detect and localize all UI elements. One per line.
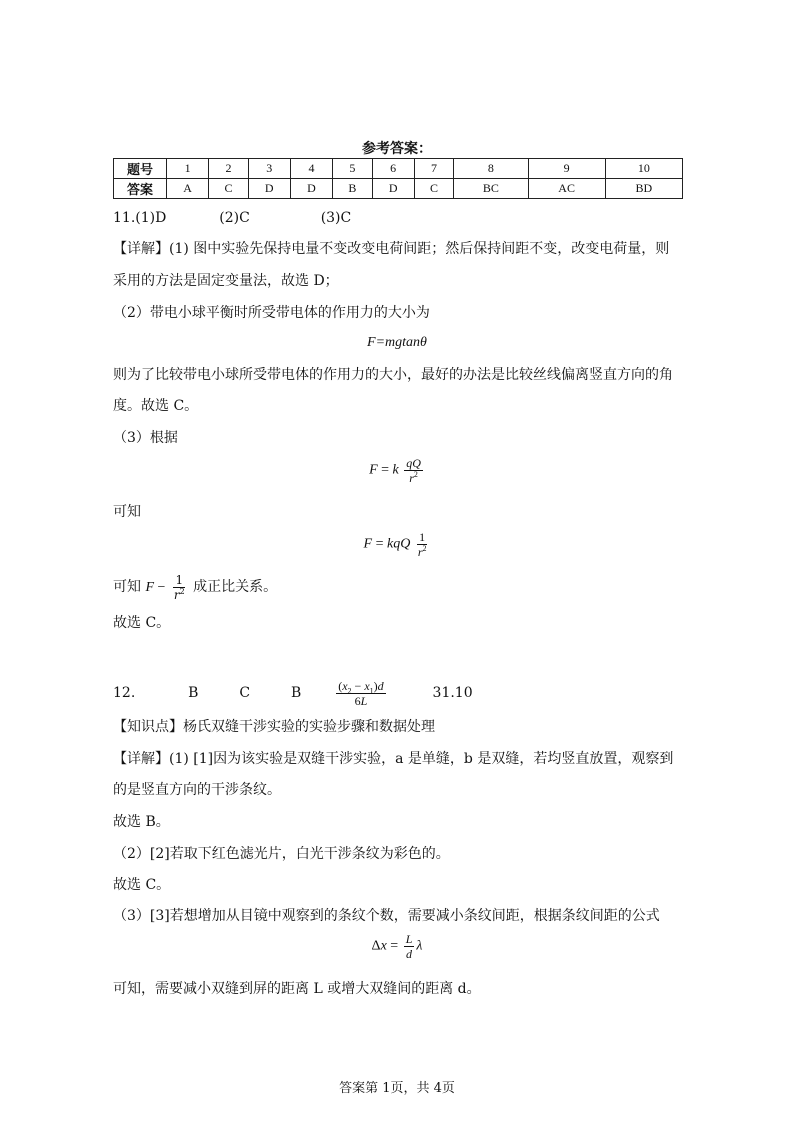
table-cell: C [209, 179, 248, 199]
q11-detail-1: 【详解】(1) 图中实验先保持电量不变改变电荷间距；然后保持间距不变，改变电荷量，则 [113, 241, 670, 257]
q12-detail-7: 可知，需要减小双缝到屏的距离 L 或增大双缝间的距离 d。 [113, 981, 481, 997]
table-cell: 1 [167, 159, 209, 179]
q11-detail-8-suffix: 成正比关系。 [193, 579, 278, 595]
q11-detail-6: （3）根据 [113, 430, 178, 446]
q11-detail-5: 度。故选 C。 [113, 398, 199, 414]
q12-formula-spacing: Δx = $\frac{L}{d}$ λ [371, 932, 423, 961]
table-cell: C [414, 179, 453, 199]
q12-detail-6: （3）[3]若想增加从目镜中观察到的条纹个数，需要减小条纹间距，根据条纹间距的公式 [113, 908, 660, 924]
q12-answer-2: C [239, 685, 251, 701]
q11-formula-2: F = k $\frac{qQ}{r^2}$ [369, 456, 421, 485]
table-cell: 3 [248, 159, 290, 179]
page-footer: 答案第 1页，共 4页 [339, 1081, 455, 1096]
q11-header [113, 209, 351, 227]
q11-detail-9: 故选 C。 [113, 615, 171, 631]
q11-detail-7: 可知 [113, 504, 141, 520]
q12-formula-answer: $\frac{(x_2 - x_1)d}{6L}$ [338, 678, 384, 708]
q12-knowledge-point: 【知识点】杨氏双缝干涉实验的实验步骤和数据处理 [113, 719, 435, 735]
table-cell: BC [454, 179, 528, 199]
table-cell: 7 [414, 159, 453, 179]
q11-detail-4: 则为了比较带电小球所受带电体的作用力的大小，最好的办法是比较丝线偏离竖直方向的角 [113, 367, 673, 383]
answer-table [113, 158, 683, 199]
table-cell: A [167, 179, 209, 199]
table-cell: 6 [372, 159, 414, 179]
q12-answer-1: B [188, 685, 199, 701]
q12-detail-5: 故选 C。 [113, 877, 171, 893]
table-cell: AC [528, 179, 605, 199]
table-cell: 9 [528, 159, 605, 179]
table-header-label: 题号 [114, 159, 167, 179]
q11-part2: (2)C [219, 210, 250, 226]
q11-part1: 11.(1)D [113, 210, 167, 226]
q12-detail-4: （2）[2]若取下红色滤光片，白光干涉条纹为彩色的。 [113, 846, 450, 862]
table-cell: D [248, 179, 290, 199]
q12-last-value: 31.10 [432, 685, 473, 701]
answers-title: 参考答案： [362, 141, 432, 157]
table-cell: 2 [209, 159, 248, 179]
table-cell: D [372, 179, 414, 199]
q11-detail-8: 可知 F − $\frac{1}{r^2}$ 成正比关系。 [113, 572, 278, 602]
table-cell: 8 [454, 159, 528, 179]
q11-detail-3: （2）带电小球平衡时所受带电体的作用力的大小为 [113, 305, 430, 321]
table-cell: BD [605, 179, 682, 199]
q12-number: 12. [113, 685, 136, 701]
table-cell: D [290, 179, 332, 199]
q12-answer-3: B [291, 685, 302, 701]
table-row-numbers [114, 159, 683, 179]
table-cell: 4 [290, 159, 332, 179]
q12-header [113, 676, 473, 710]
q12-detail-3: 故选 B。 [113, 814, 170, 830]
q11-detail-2: 采用的方法是固定变量法，故选 D； [113, 273, 339, 289]
table-answer-label: 答案 [114, 179, 167, 199]
table-cell: B [333, 179, 372, 199]
q11-formula-1: F=mgtanθ [367, 335, 427, 350]
q11-part3: (3)C [320, 210, 352, 226]
table-row-answers [114, 179, 683, 199]
table-cell: 10 [605, 159, 682, 179]
q11-formula-3: F = kqQ $\frac{1}{r^2}$ [363, 530, 427, 559]
q11-detail-8-prefix: 可知 [113, 579, 141, 595]
q12-detail-1: 【详解】(1) [1]因为该实验是双缝干涉实验，a 是单缝，b 是双缝，若均竖直放置，观察到 [113, 751, 674, 767]
table-cell: 5 [333, 159, 372, 179]
q12-detail-2: 的是竖直方向的干涉条纹。 [113, 782, 281, 798]
